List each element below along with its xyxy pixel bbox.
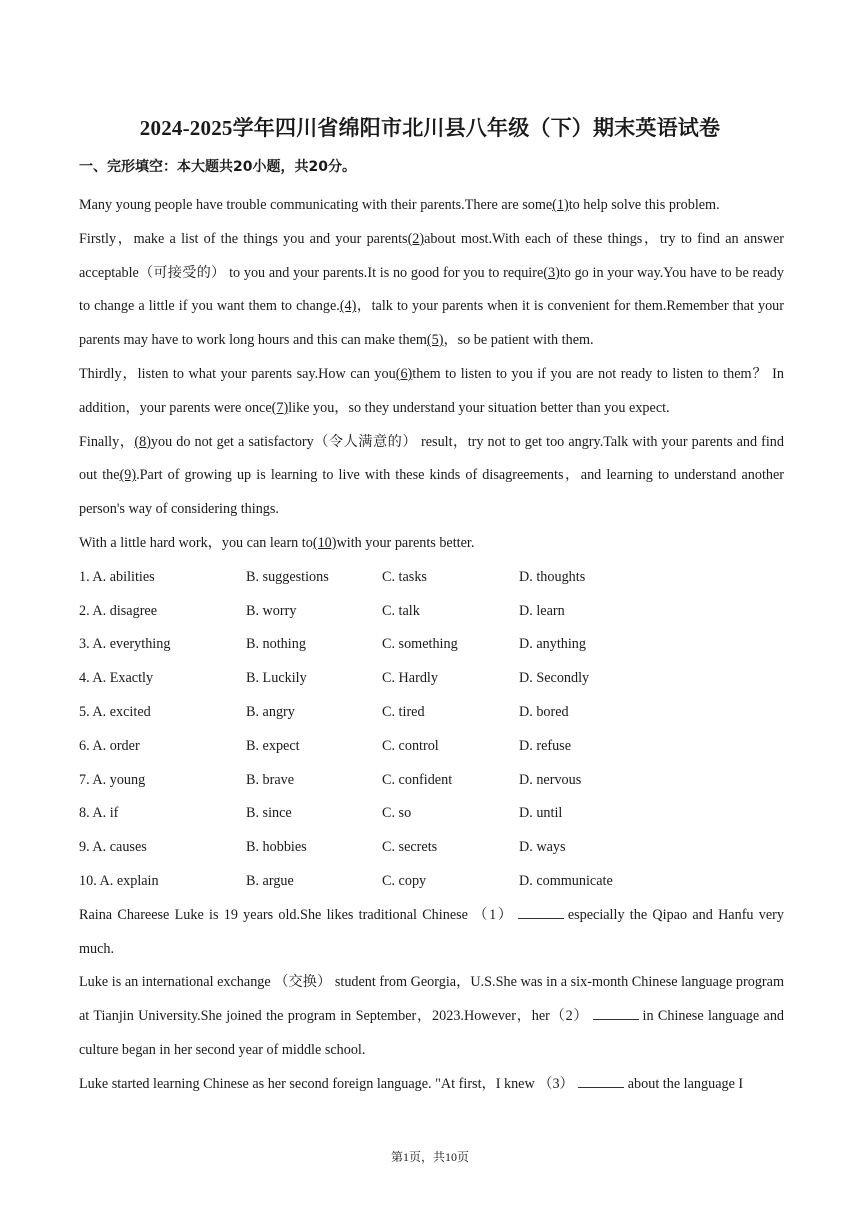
option-a: 6. A. order <box>79 737 140 754</box>
option-c: C. tired <box>382 703 425 720</box>
text-run: in Chinese language and culture began in her second year of middle school. <box>79 1008 785 1058</box>
passage2-paragraph <box>79 966 784 1067</box>
text-run: about the language I <box>627 1075 744 1092</box>
option-b: B. angry <box>246 703 295 720</box>
section-heading: 一、完形填空：本大题共20小题，共20分。 <box>79 159 356 175</box>
option-b: B. nothing <box>246 636 306 653</box>
option-a: 7. A. young <box>79 771 146 788</box>
text-run: ，talk to your parents when it is convenient for them.Remember that your parents may have to work long hours and this can make them <box>79 298 784 349</box>
text-run: Finally， <box>79 433 135 450</box>
text-run: with your parents better. <box>336 534 475 551</box>
passage2-paragraph <box>79 899 784 967</box>
option-b: B. suggestions <box>246 568 329 585</box>
option-c: C. confident <box>382 771 453 788</box>
question-row <box>79 831 784 865</box>
option-d: D. anything <box>519 636 586 653</box>
option-a: 5. A. excited <box>79 703 151 720</box>
option-a: 9. A. causes <box>79 839 147 856</box>
passage1-paragraph <box>79 358 784 426</box>
option-b: B. argue <box>246 872 294 889</box>
option-d: D. learn <box>519 602 565 619</box>
option-c: C. control <box>382 737 439 754</box>
blank-marker: (10) <box>312 534 337 551</box>
option-a: 10. A. explain <box>79 872 159 889</box>
passage2-paragraph <box>79 1068 784 1102</box>
question-row <box>79 662 784 696</box>
blank-marker: (5) <box>426 332 444 349</box>
exam-title: 2024-2025学年四川省绵阳市北川县八年级（下）期末英语试卷 <box>139 116 721 140</box>
option-b: B. since <box>246 805 292 822</box>
blank-marker: (7) <box>271 399 289 416</box>
passage1-paragraph <box>79 527 784 561</box>
text-run: you do not get a satisfactory（令人满意的） result，try not to get too angry.Talk with your parents and find out the <box>79 433 784 484</box>
text-run: about most.With each of these things，try to find an answer acceptable（可接受的） to you and your parents.It is no good for you to require <box>79 230 784 281</box>
passage1-paragraph <box>79 426 784 527</box>
answer-blank <box>578 1073 624 1088</box>
option-d: D. until <box>519 805 563 822</box>
passage1-paragraph <box>79 223 784 358</box>
text-run: to go in your way.You have to be ready to change a little if you want them to change. <box>79 264 784 315</box>
text-run: them to listen to you if you are not ready to listen to them？ In addition，your parents were once <box>79 365 784 416</box>
option-b: B. worry <box>246 602 297 619</box>
option-a: 8. A. if <box>79 805 119 822</box>
option-c: C. copy <box>382 872 427 889</box>
question-row <box>79 696 784 730</box>
option-c: C. secrets <box>382 839 438 856</box>
question-row <box>79 764 784 798</box>
text-run: Many young people have trouble communicating with their parents.There are some <box>79 197 553 213</box>
option-c: C. tasks <box>382 568 427 585</box>
text-run: Firstly，make a list of the things you and your parents <box>79 230 408 247</box>
text-run: like you，so they understand your situation better than you expect. <box>288 399 670 416</box>
text-run: Luke is an international exchange （交换） student from Georgia，U.S.She was in a six-month Chinese language program at Tianjin University.She joined the program in September，2023.However，her（2） <box>79 974 784 1025</box>
exam-body <box>79 189 784 1102</box>
option-d: D. bored <box>519 703 569 720</box>
option-a: 1. A. abilities <box>79 568 155 585</box>
option-a: 2. A. disagree <box>79 602 158 619</box>
text-run: Thirdly，listen to what your parents say.How can you <box>79 365 396 382</box>
text-run: especially the Qipao and Hanfu very much. <box>79 906 784 957</box>
page-number: 第1页，共10页 <box>390 1150 469 1164</box>
blank-marker: (2) <box>407 230 425 247</box>
answer-blank <box>518 904 564 919</box>
option-d: D. thoughts <box>519 568 586 585</box>
option-d: D. communicate <box>519 872 613 889</box>
option-d: D. nervous <box>519 771 582 788</box>
blank-marker: (4) <box>339 298 357 315</box>
option-c: C. so <box>382 805 412 822</box>
blank-marker: (8) <box>134 433 151 450</box>
text-run: Raina Chareese Luke is 19 years old.She likes traditional Chinese （1） <box>79 906 514 923</box>
option-b: B. expect <box>246 737 300 754</box>
option-d: D. refuse <box>519 737 571 754</box>
text-run: With a little hard work，you can learn to <box>79 534 313 551</box>
question-row <box>79 595 784 629</box>
question-row <box>79 797 784 831</box>
option-d: D. ways <box>519 839 566 856</box>
option-b: B. brave <box>246 771 295 788</box>
question-row <box>79 628 784 662</box>
blank-marker: (9) <box>119 467 137 484</box>
text-run: ，so be patient with them. <box>443 332 594 349</box>
text-run: to help solve this problem. <box>568 197 720 213</box>
text-run: .Part of growing up is learning to live with these kinds of disagreements，and learning to understand another person's way of considering things. <box>79 467 784 518</box>
option-d: D. Secondly <box>519 670 590 687</box>
option-b: B. hobbies <box>246 839 307 856</box>
option-c: C. talk <box>382 602 420 619</box>
option-a: 4. A. Exactly <box>79 670 154 687</box>
question-row <box>79 561 784 595</box>
blank-marker: (3) <box>543 264 560 281</box>
blank-marker: (6) <box>395 365 413 382</box>
question-row <box>79 865 784 899</box>
blank-marker: (1) <box>552 197 569 213</box>
text-run: Luke started learning Chinese as her second foreign language. "At first，I knew （3） <box>79 1075 574 1092</box>
option-c: C. something <box>382 636 458 653</box>
answer-blank <box>593 1005 639 1020</box>
option-b: B. Luckily <box>246 670 307 687</box>
passage1-paragraph <box>79 189 784 223</box>
option-a: 3. A. everything <box>79 636 171 653</box>
question-row <box>79 730 784 764</box>
option-c: C. Hardly <box>382 670 438 687</box>
